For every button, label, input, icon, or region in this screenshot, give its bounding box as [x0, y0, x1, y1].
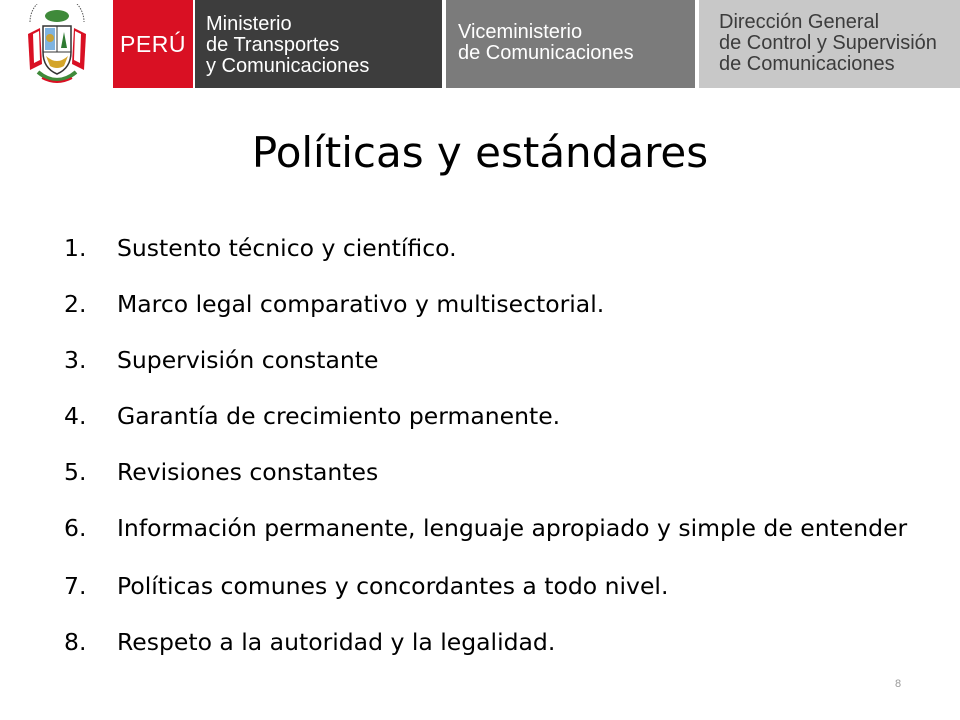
- peru-crest-icon: [24, 4, 90, 88]
- list-item: [64, 570, 910, 603]
- list-text: Marco legal comparativo y multisectorial.: [117, 290, 605, 318]
- ministry-line-2: de Transportes: [206, 34, 340, 56]
- ministry-panel: [195, 0, 442, 88]
- slide-title: Políticas y estándares: [251, 128, 709, 177]
- list-number: 3.: [64, 346, 87, 374]
- list-number: 1.: [64, 234, 87, 262]
- viceministry-line-1: Viceministerio: [458, 21, 583, 43]
- directorate-line-3: de Comunicaciones: [719, 53, 895, 75]
- list-item: [64, 626, 910, 659]
- list-item: [64, 512, 910, 545]
- list-item: [64, 232, 910, 265]
- list-number: 4.: [64, 402, 87, 430]
- list-item: [64, 288, 910, 321]
- country-label: PERÚ: [113, 0, 193, 88]
- ministry-line-3: y Comunicaciones: [206, 55, 370, 77]
- list-text: Sustento técnico y científico.: [117, 234, 457, 262]
- list-number: 7.: [64, 572, 87, 600]
- list-text: Supervisión constante: [117, 346, 379, 374]
- list-item: [64, 344, 910, 377]
- viceministry-line-2: de Comunicaciones: [458, 42, 634, 64]
- ministry-line-1: Ministerio: [206, 13, 292, 35]
- directorate-line-1: Dirección General: [719, 11, 880, 33]
- directorate-panel: [699, 0, 960, 88]
- list-number: 5.: [64, 458, 87, 486]
- page-number: 8: [895, 678, 902, 690]
- list-text: Respeto a la autoridad y la legalidad.: [117, 628, 556, 656]
- list-item: [64, 456, 910, 489]
- list-text: Políticas comunes y concordantes a todo nivel.: [117, 572, 669, 600]
- list-number: 6.: [64, 514, 87, 542]
- policy-list: [64, 232, 910, 682]
- list-item: [64, 400, 910, 433]
- list-number: 8.: [64, 628, 87, 656]
- directorate-line-2: de Control y Supervisión: [719, 32, 937, 54]
- list-text: Garantía de crecimiento permanente.: [117, 402, 561, 430]
- list-number: 2.: [64, 290, 87, 318]
- header-banner: [0, 0, 960, 90]
- coat-of-arms: [0, 0, 113, 90]
- list-text: Revisiones constantes: [117, 458, 379, 486]
- list-text: Información permanente, lenguaje apropiado y simple de entender: [117, 514, 908, 542]
- viceministry-panel: [446, 0, 695, 88]
